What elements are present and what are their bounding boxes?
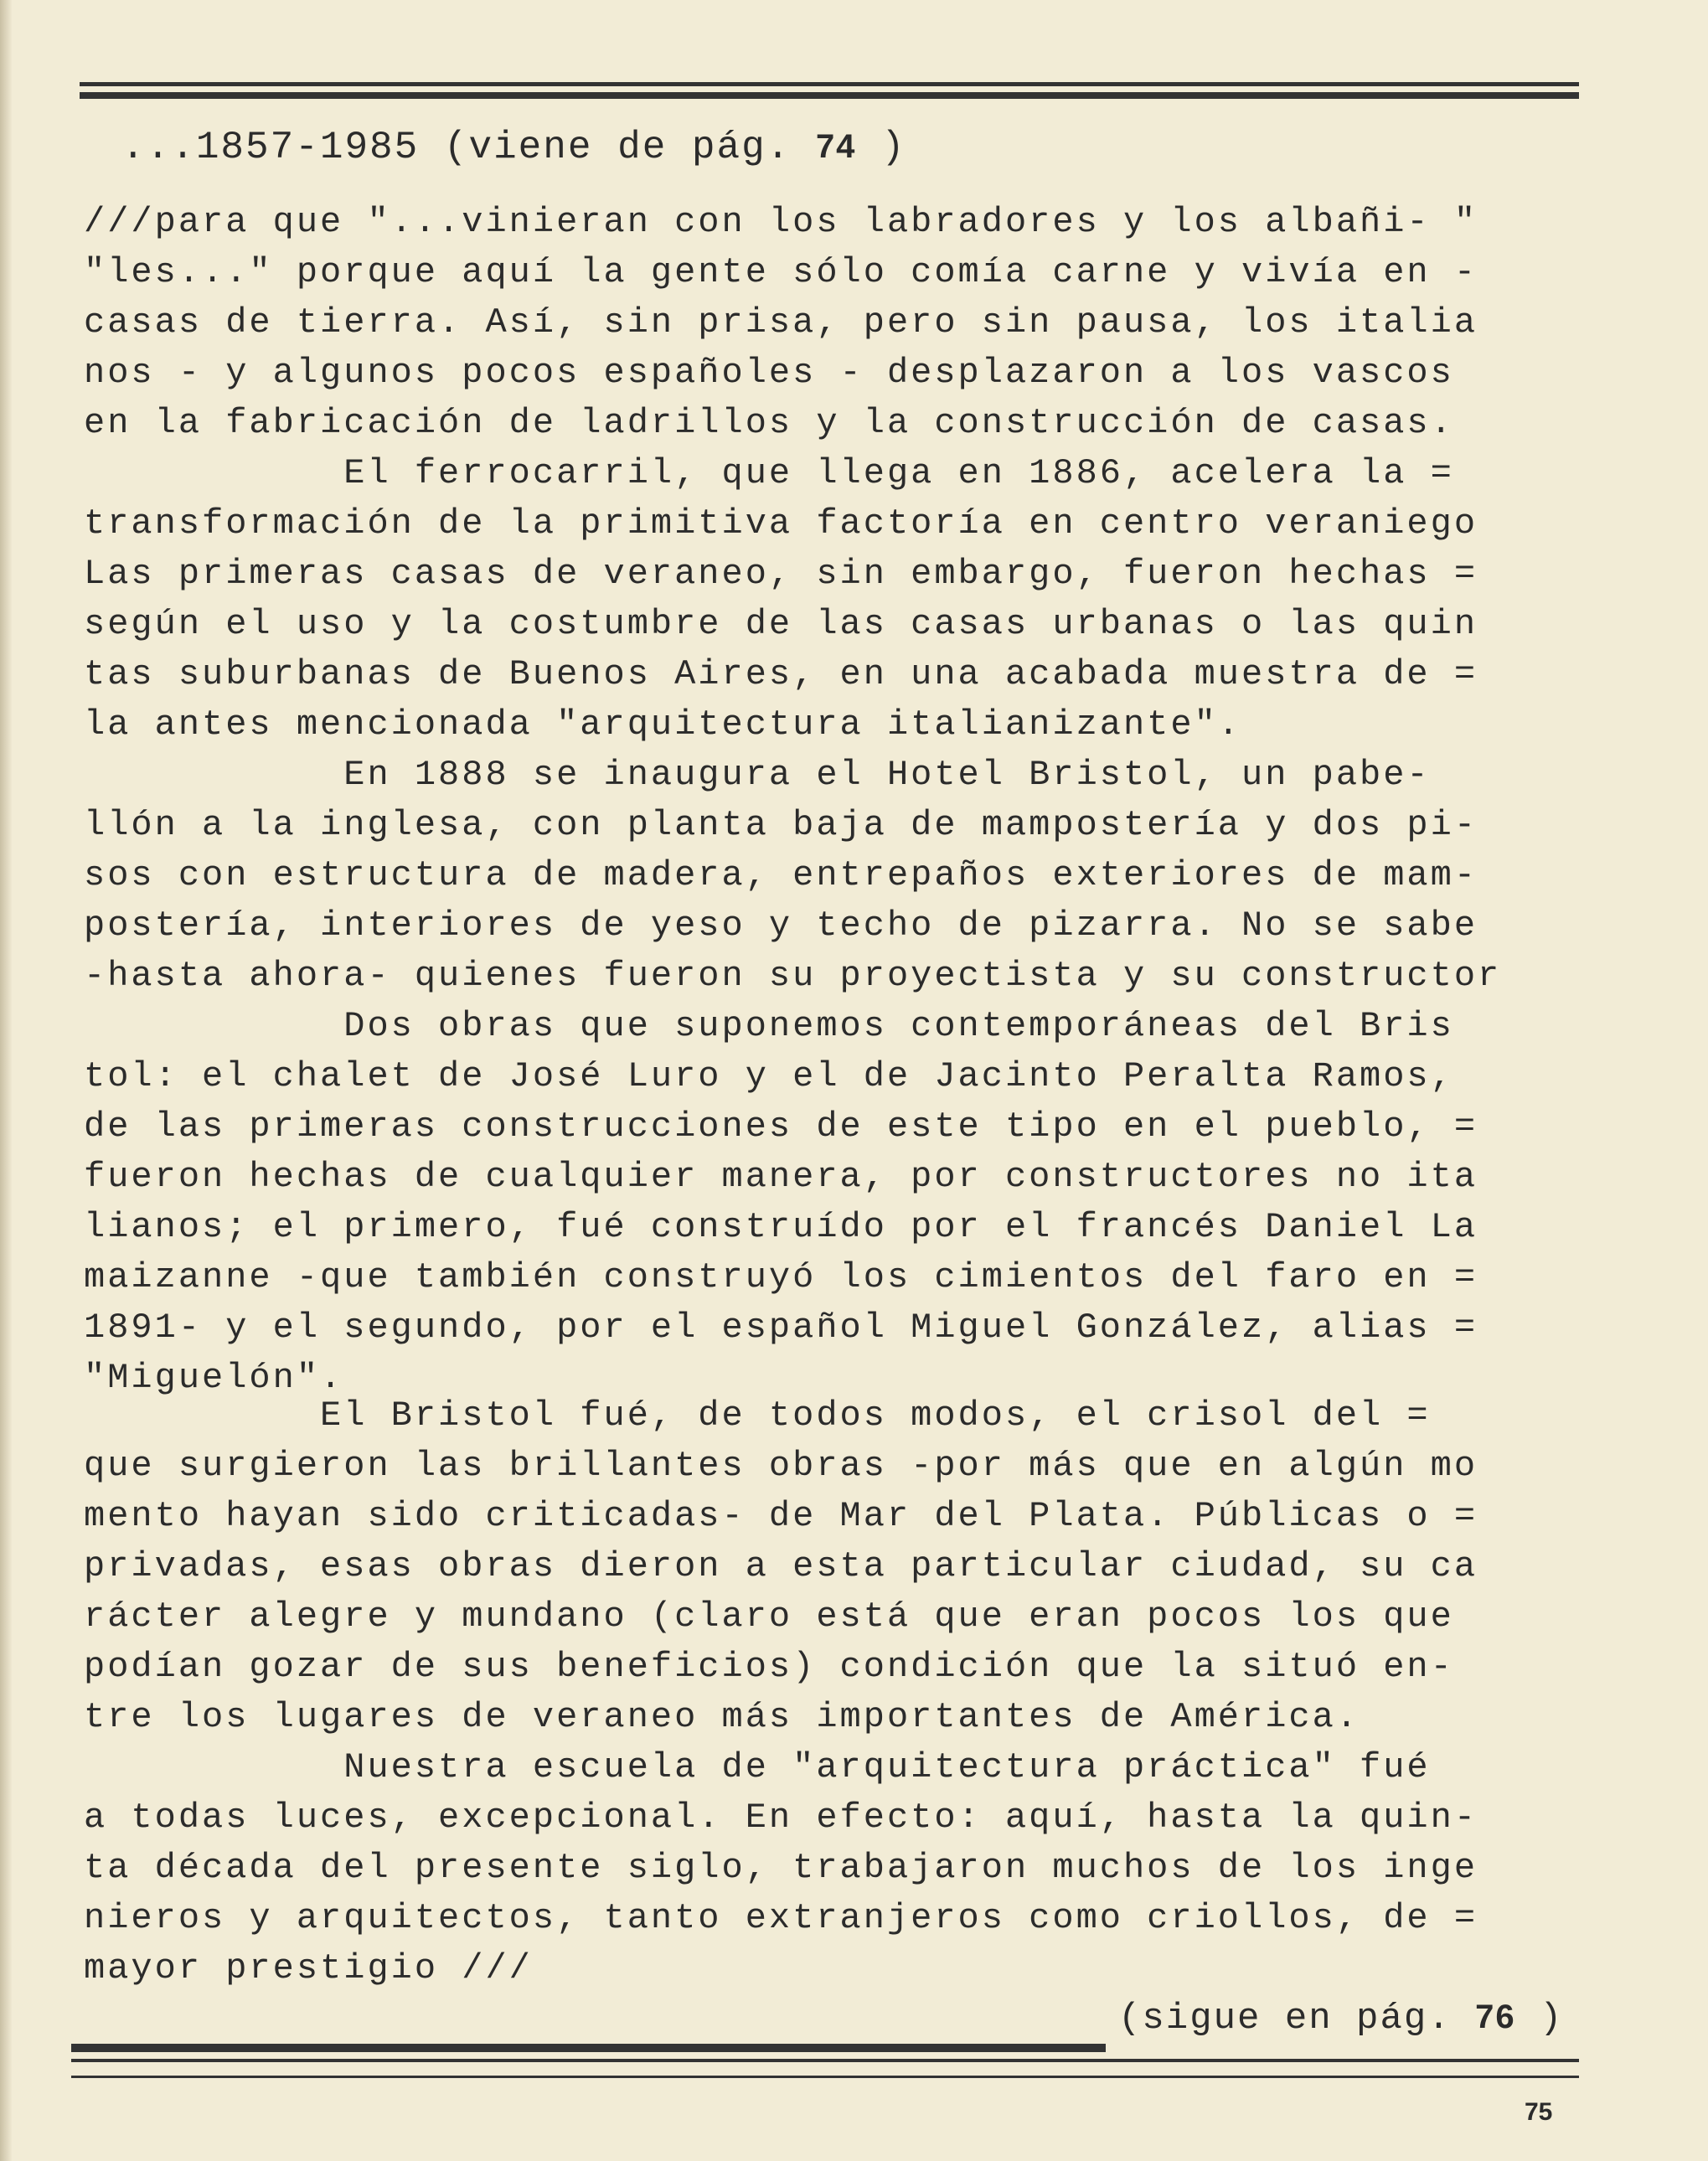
continued-from-header	[121, 126, 906, 169]
text-line: tas suburbanas de Buenos Aires, en una acabada muestra de =	[84, 654, 1478, 694]
text-line: transformación de la primitiva factoría en centro veraniego	[84, 503, 1478, 544]
top-rule-thin	[80, 82, 1579, 86]
text-line: en la fabricación de ladrillos y la construcción de casas.	[84, 403, 1454, 443]
text-line: Dos obras que suponemos contemporáneas del Bris	[84, 1006, 1454, 1046]
text-line: ta década del presente siglo, trabajaron muchos de los inge	[84, 1848, 1478, 1888]
text-line: según el uso y la costumbre de las casas urbanas o las quin	[84, 604, 1478, 644]
text-line: casas de tierra. Así, sin prisa, pero sin pausa, los italia	[84, 302, 1478, 343]
text-line: nos - y algunos pocos españoles - desplazaron a los vascos	[84, 353, 1454, 393]
text-line: En 1888 se inaugura el Hotel Bristol, un pabe-	[84, 755, 1431, 795]
text-line: -hasta ahora- quienes fueron su proyectista y su constructor	[84, 956, 1502, 996]
continued-from-close: )	[881, 126, 906, 169]
top-rule-thick	[80, 92, 1579, 99]
page-number: 75	[1525, 2098, 1553, 2126]
text-line: "Miguelón".	[84, 1358, 344, 1398]
text-line: "les..." porque aquí la gente sólo comía carne y vivía en -	[84, 252, 1478, 292]
text-line: privadas, esas obras dieron a esta particular ciudad, su ca	[84, 1546, 1478, 1586]
text-line: mento hayan sido criticadas- de Mar del Plata. Públicas o =	[84, 1496, 1478, 1536]
continued-to-footer	[1118, 1998, 1563, 2040]
text-line: mayor prestigio ///	[84, 1948, 533, 1988]
text-line: Las primeras casas de veraneo, sin embargo, fueron hechas =	[84, 554, 1478, 594]
text-line: El Bristol fué, de todos modos, el crisol del =	[84, 1395, 1431, 1436]
text-line: Nuestra escuela de "arquitectura práctica" fué	[84, 1747, 1431, 1787]
text-line: a todas luces, excepcional. En efecto: aquí, hasta la quin-	[84, 1797, 1478, 1838]
text-line: El ferrocarril, que llega en 1886, acelera la =	[84, 453, 1454, 493]
text-line: postería, interiores de yeso y techo de pizarra. No se sabe	[84, 905, 1478, 946]
continued-to-close: )	[1539, 1998, 1564, 2040]
text-line: lianos; el primero, fué construído por el francés Daniel La	[84, 1207, 1478, 1247]
text-line: que surgieron las brillantes obras -por más que en algún mo	[84, 1446, 1478, 1486]
text-line: llón a la inglesa, con planta baja de mampostería y dos pi-	[84, 805, 1478, 845]
text-line: sos con estructura de madera, entrepaños exteriores de mam-	[84, 855, 1478, 895]
text-line: la antes mencionada "arquitectura italianizante".	[84, 704, 1242, 745]
bottom-rule-thick	[71, 2044, 1106, 2052]
continued-from-text: ...1857-1985 (viene de pág.	[121, 126, 792, 169]
bottom-rule-hairline	[71, 2076, 1579, 2078]
continued-to-page: 76	[1475, 1999, 1516, 2035]
text-line: nieros y arquitectos, tanto extranjeros como criollos, de =	[84, 1898, 1478, 1938]
continued-to-text: (sigue en pág.	[1118, 1998, 1452, 2040]
text-line: de las primeras construcciones de este tipo en el pueblo, =	[84, 1106, 1478, 1147]
text-line: maizanne -que también construyó los cimientos del faro en =	[84, 1257, 1478, 1297]
continued-from-page: 74	[815, 128, 857, 165]
text-line: 1891- y el segundo, por el español Miguel González, alias =	[84, 1307, 1478, 1348]
binding-edge	[0, 0, 12, 2161]
text-line: fueron hechas de cualquier manera, por constructores no ita	[84, 1157, 1478, 1197]
bottom-rule-thin	[71, 2059, 1579, 2062]
text-line: tol: el chalet de José Luro y el de Jacinto Peralta Ramos,	[84, 1056, 1454, 1096]
text-line: ///para que "...vinieran con los labradores y los albañi- "	[84, 202, 1478, 242]
text-line: tre los lugares de veraneo más importantes de América.	[84, 1697, 1360, 1737]
text-line: rácter alegre y mundano (claro está que eran pocos los que	[84, 1596, 1454, 1637]
text-line: podían gozar de sus beneficios) condición que la situó en-	[84, 1647, 1454, 1687]
